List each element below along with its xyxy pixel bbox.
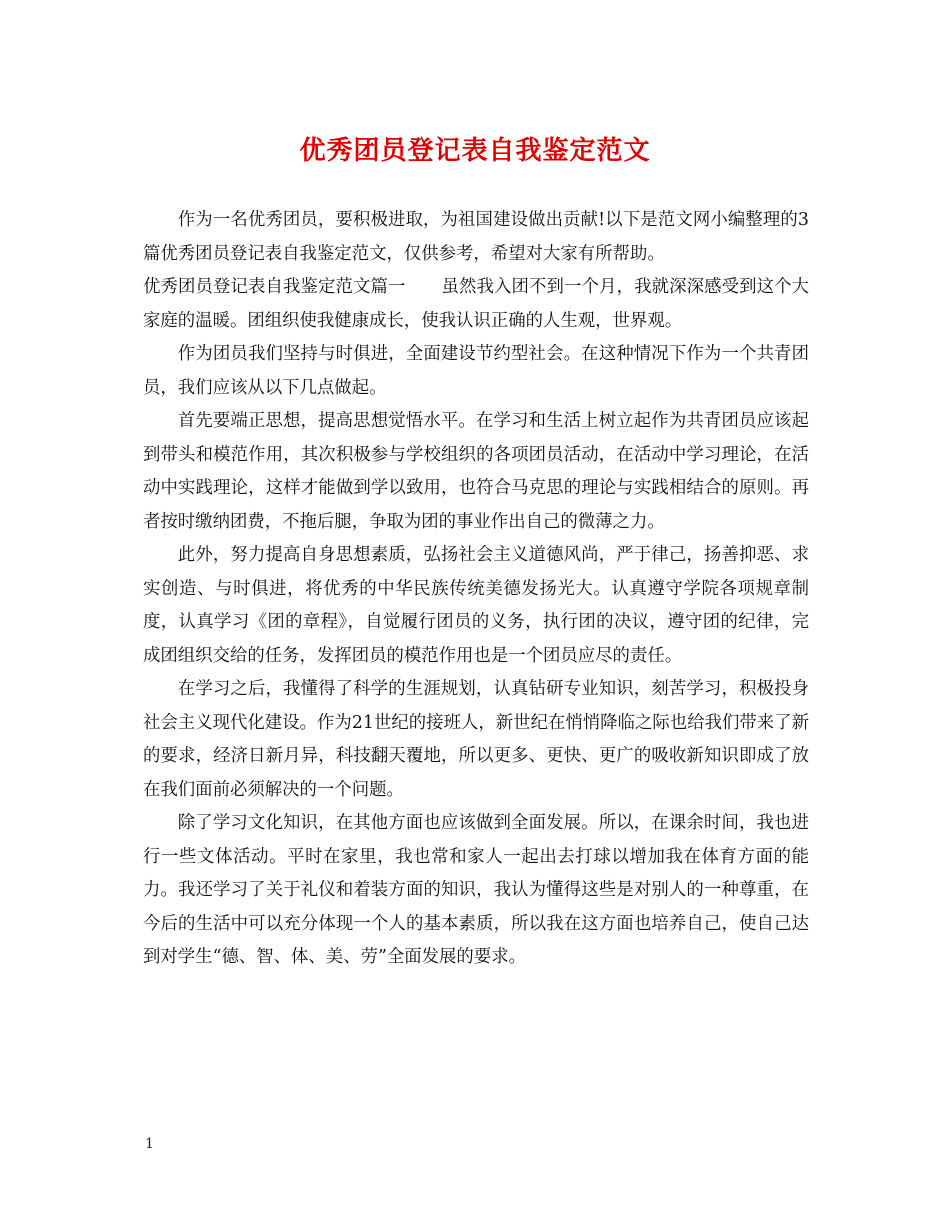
document-title: 优秀团员登记表自我鉴定范文 (299, 136, 651, 166)
body-paragraph: 首先要端正思想，提高思想觉悟水平。在学习和生活上树立起作为共青团员应该起到带头和模范作用，其次积极参与学校组织的各项团员活动，在活动中学习理论，在活动中实践理论，这样才能做到学以致用，也符合马克思的理论与实践相结合的原则。再者按时缴纳团费，不拖后腿，争取为团的事业作出自己的微薄之力。 (143, 411, 809, 532)
intro-paragraph: 作为一名优秀团员，要积极进取，为祖国建设做出贡献!以下是范文网小编整理的3篇优秀团员登记表自我鉴定范文，仅供参考，希望对大家有所帮助。 (143, 210, 809, 264)
body-paragraph: 除了学习文化知识，在其他方面也应该做到全面发展。所以，在课余时间，我也进行一些文体活动。平时在家里，我也常和家人一起出去打球以增加我在体育方面的能力。我还学习了关于礼仪和着装方面的知识，我认为懂得这些是对别人的一种尊重，在今后的生活中可以充分体现一个人的基本素质，所以我在这方面也培养自己，使自己达到对学生“德、智、体、美、劳”全面发展的要求。 (143, 813, 809, 967)
document-body (143, 204, 809, 975)
body-paragraph: 在学习之后，我懂得了科学的生涯规划，认真钻研专业知识，刻苦学习，积极投身社会主义现代化建设。作为21世纪的接班人，新世纪在悄悄降临之际也给我们带来了新的要求，经济日新月异，科技翻天覆地，所以更多、更快、更广的吸收新知识即成了放在我们面前必须解决的一个问题。 (143, 679, 809, 800)
body-paragraph: 此外，努力提高自身思想素质，弘扬社会主义道德风尚，严于律己，扬善抑恶、求实创造、与时俱进，将优秀的中华民族传统美德发扬光大。认真遵守学院各项规章制度，认真学习《团的章程》，自觉履行团员的义务，执行团的决议，遵守团的纪律，完成团组织交给的任务，发挥团员的模范作用也是一个团员应尽的责任。 (143, 545, 809, 666)
page-number: 1 (145, 1136, 154, 1152)
article-first-paragraph (143, 271, 809, 338)
article-label: 优秀团员登记表自我鉴定范文篇一 (143, 277, 406, 297)
article-first-text: 虽然我入团不到一个月，我就深深感受到这个大家庭的温暖。团组织使我健康成长，使我认识正确的人生观，世界观。 (143, 277, 809, 331)
body-paragraph: 作为团员我们坚持与时俱进，全面建设节约型社会。在这种情况下作为一个共青团员，我们应该从以下几点做起。 (143, 344, 809, 398)
